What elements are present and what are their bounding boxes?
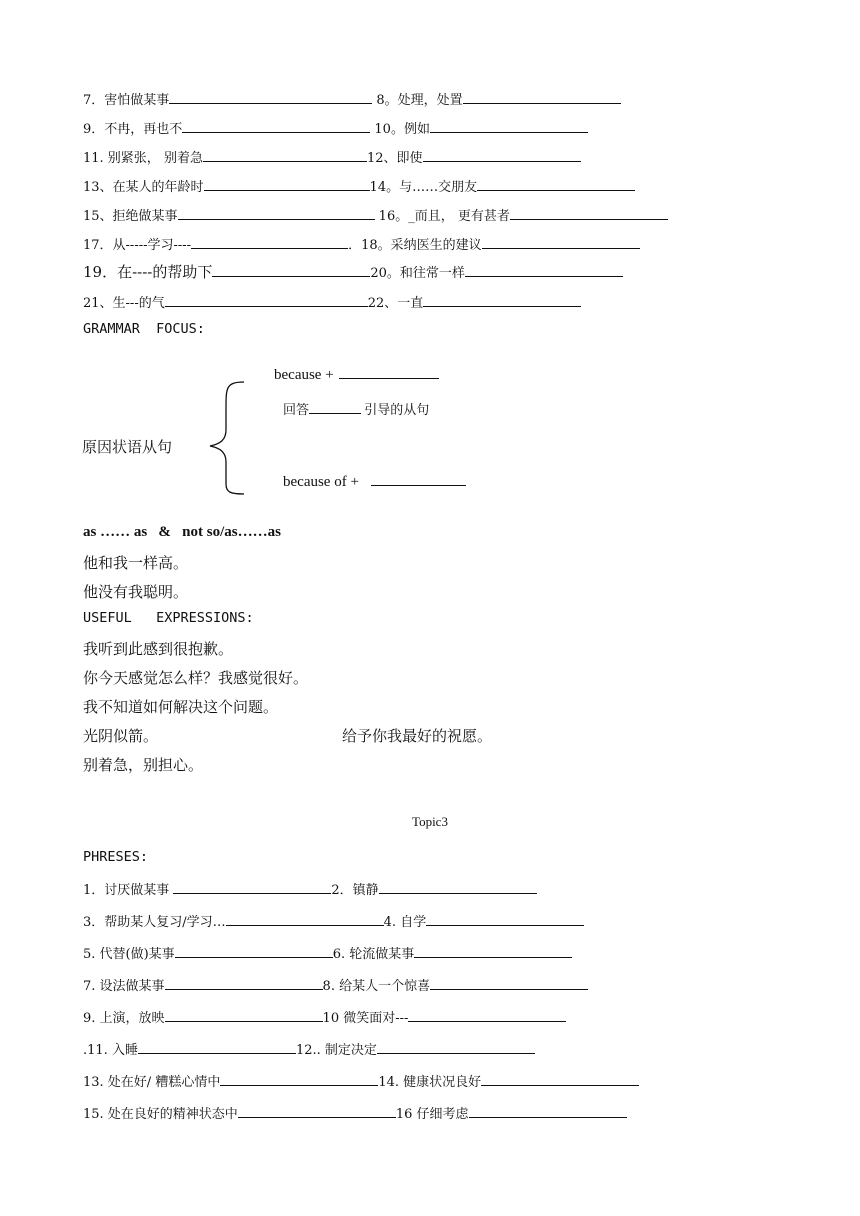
phrase-label: 15. 处在良好的精神状态中 xyxy=(83,1107,238,1122)
phrase-label: 8. 给某人一个惊喜 xyxy=(322,979,431,994)
because-label xyxy=(274,364,439,384)
sentence: 我不知道如何解决这个问题。 xyxy=(83,698,279,716)
answer-blank[interactable] xyxy=(203,148,367,162)
phrase-line xyxy=(83,119,588,139)
phrase-label: 10 微笑面对--- xyxy=(322,1011,409,1026)
answer-blank[interactable] xyxy=(465,263,623,277)
phrase-line xyxy=(83,976,588,996)
answer-blank[interactable] xyxy=(371,471,466,486)
phrase-line xyxy=(83,206,668,226)
phrase-label: 20。和往常一样 xyxy=(370,266,465,281)
phrase-label: 8。处理，处置 xyxy=(372,93,463,108)
phrase-label: 3．帮助某人复习/学习… xyxy=(83,915,226,930)
answer-blank[interactable] xyxy=(165,1008,323,1022)
clause-label: 原因状语从句 xyxy=(82,440,173,456)
answer-blank[interactable] xyxy=(469,1104,627,1118)
comparison-title: as …… as & not so/as……as xyxy=(83,524,281,540)
phrase-label: 11. 别紧张， 别着急 xyxy=(83,151,203,166)
answer-blank[interactable] xyxy=(212,263,370,277)
phreses-heading: PHRESES: xyxy=(83,849,149,865)
sentence: 你今天感觉怎么样？我感觉很好。 xyxy=(83,669,309,687)
answer-blank[interactable] xyxy=(339,364,439,379)
answer-blank[interactable] xyxy=(510,206,668,220)
sentence: 他和我一样高。 xyxy=(83,554,189,572)
phrase-label: 13. 处在好/ 糟糕心情中 xyxy=(83,1075,221,1090)
phrase-label: 2．镇静 xyxy=(331,883,379,898)
phrase-label: 16 仔细考虑 xyxy=(395,1107,469,1122)
answer-blank[interactable] xyxy=(191,235,348,249)
answer-blank[interactable] xyxy=(175,944,333,958)
answer-blank[interactable] xyxy=(165,293,368,307)
phrase-label: 10。例如 xyxy=(370,122,430,137)
phrase-line xyxy=(83,235,640,255)
answer-blank[interactable] xyxy=(414,944,572,958)
answer-blank[interactable] xyxy=(169,90,372,104)
answer-blank[interactable] xyxy=(423,148,581,162)
answer-blank[interactable] xyxy=(481,1072,639,1086)
answer-blank[interactable] xyxy=(226,912,384,926)
answer-blank[interactable] xyxy=(204,177,370,191)
answer-prefix: 回答 xyxy=(283,402,310,417)
phrase-label: .11. 入睡 xyxy=(83,1043,138,1058)
answer-blank[interactable] xyxy=(477,177,635,191)
topic-title: Topic3 xyxy=(412,814,448,829)
sentence: 我听到此感到很抱歉。 xyxy=(83,640,234,658)
phrase-line xyxy=(83,912,584,932)
sentence: 光阴似箭。 xyxy=(83,727,159,745)
sentence: 他没有我聪明。 xyxy=(83,583,189,601)
useful-heading: USEFUL EXPRESSIONS: xyxy=(83,610,254,626)
phrase-label: 16。_而且， 更有甚者 xyxy=(374,209,510,224)
answer-blank[interactable] xyxy=(377,1040,535,1054)
phrase-label: 1．讨厌做某事 xyxy=(83,883,174,898)
phrase-label: 14. 健康状况良好 xyxy=(378,1075,482,1090)
answer-blank[interactable] xyxy=(430,119,588,133)
because-of-text: because of + xyxy=(283,474,359,490)
phrase-label: 4. 自学 xyxy=(383,915,427,930)
phrase-line xyxy=(83,293,581,313)
answer-blank[interactable] xyxy=(238,1104,396,1118)
phrase-line xyxy=(83,177,635,197)
phrase-label: 13、在某人的年龄时 xyxy=(83,180,204,195)
answer-blank[interactable] xyxy=(408,1008,566,1022)
answer-blank[interactable] xyxy=(309,400,361,414)
phrase-label: ．18。采纳医生的建议 xyxy=(348,238,482,253)
answer-blank[interactable] xyxy=(482,235,640,249)
phrase-line xyxy=(83,263,623,283)
phrase-label: 22、一直 xyxy=(367,296,424,311)
phrase-label: 7. 设法做某事 xyxy=(83,979,165,994)
grammar-heading: GRAMMAR FOCUS: xyxy=(83,321,205,337)
answer-blank[interactable] xyxy=(173,880,331,894)
phrase-label: 9. 上演，放映 xyxy=(83,1011,165,1026)
phrase-label: 17．从-----学习---- xyxy=(83,238,192,253)
phrase-line xyxy=(83,1072,639,1092)
answer-blank[interactable] xyxy=(165,976,323,990)
phrase-line xyxy=(83,1104,627,1124)
phrase-line xyxy=(83,148,581,168)
because-text: because + xyxy=(274,367,334,383)
answer-blank[interactable] xyxy=(463,90,621,104)
answer-blank[interactable] xyxy=(178,206,375,220)
phrase-label: 21、生---的气 xyxy=(83,296,165,311)
phrase-line xyxy=(83,90,621,110)
answer-blank[interactable] xyxy=(423,293,581,307)
answer-blank[interactable] xyxy=(430,976,588,990)
phrase-line xyxy=(83,944,572,964)
phrase-label: 12.. 制定决定 xyxy=(295,1043,377,1058)
answer-blank[interactable] xyxy=(182,119,370,133)
answer-blank[interactable] xyxy=(138,1040,296,1054)
answer-blank[interactable] xyxy=(379,880,537,894)
because-of-label xyxy=(283,471,466,491)
phrase-label: 12、即使 xyxy=(366,151,423,166)
phrase-label: 7．害怕做某事 xyxy=(83,93,170,108)
phrase-label: 15、拒绝做某事 xyxy=(83,209,178,224)
answer-blank[interactable] xyxy=(426,912,584,926)
phrase-label: 9．不冉，再也不 xyxy=(83,122,183,137)
phrase-label: 14。与……交朋友 xyxy=(369,180,478,195)
curly-brace-icon xyxy=(196,378,248,498)
phrase-label: 19．在----的帮助下 xyxy=(83,263,213,281)
answer-hint xyxy=(283,399,429,418)
sentence: 别着急，别担心。 xyxy=(83,756,204,774)
phrase-line xyxy=(83,1008,566,1028)
phrase-label: 5. 代替(做)某事 xyxy=(83,947,175,962)
phrase-line xyxy=(83,880,537,900)
phrase-line xyxy=(83,1040,535,1060)
answer-blank[interactable] xyxy=(220,1072,378,1086)
answer-suffix: 引导的从句 xyxy=(364,402,430,417)
phrase-label: 6. 轮流做某事 xyxy=(332,947,415,962)
sentence: 给予你我最好的祝愿。 xyxy=(342,727,493,745)
